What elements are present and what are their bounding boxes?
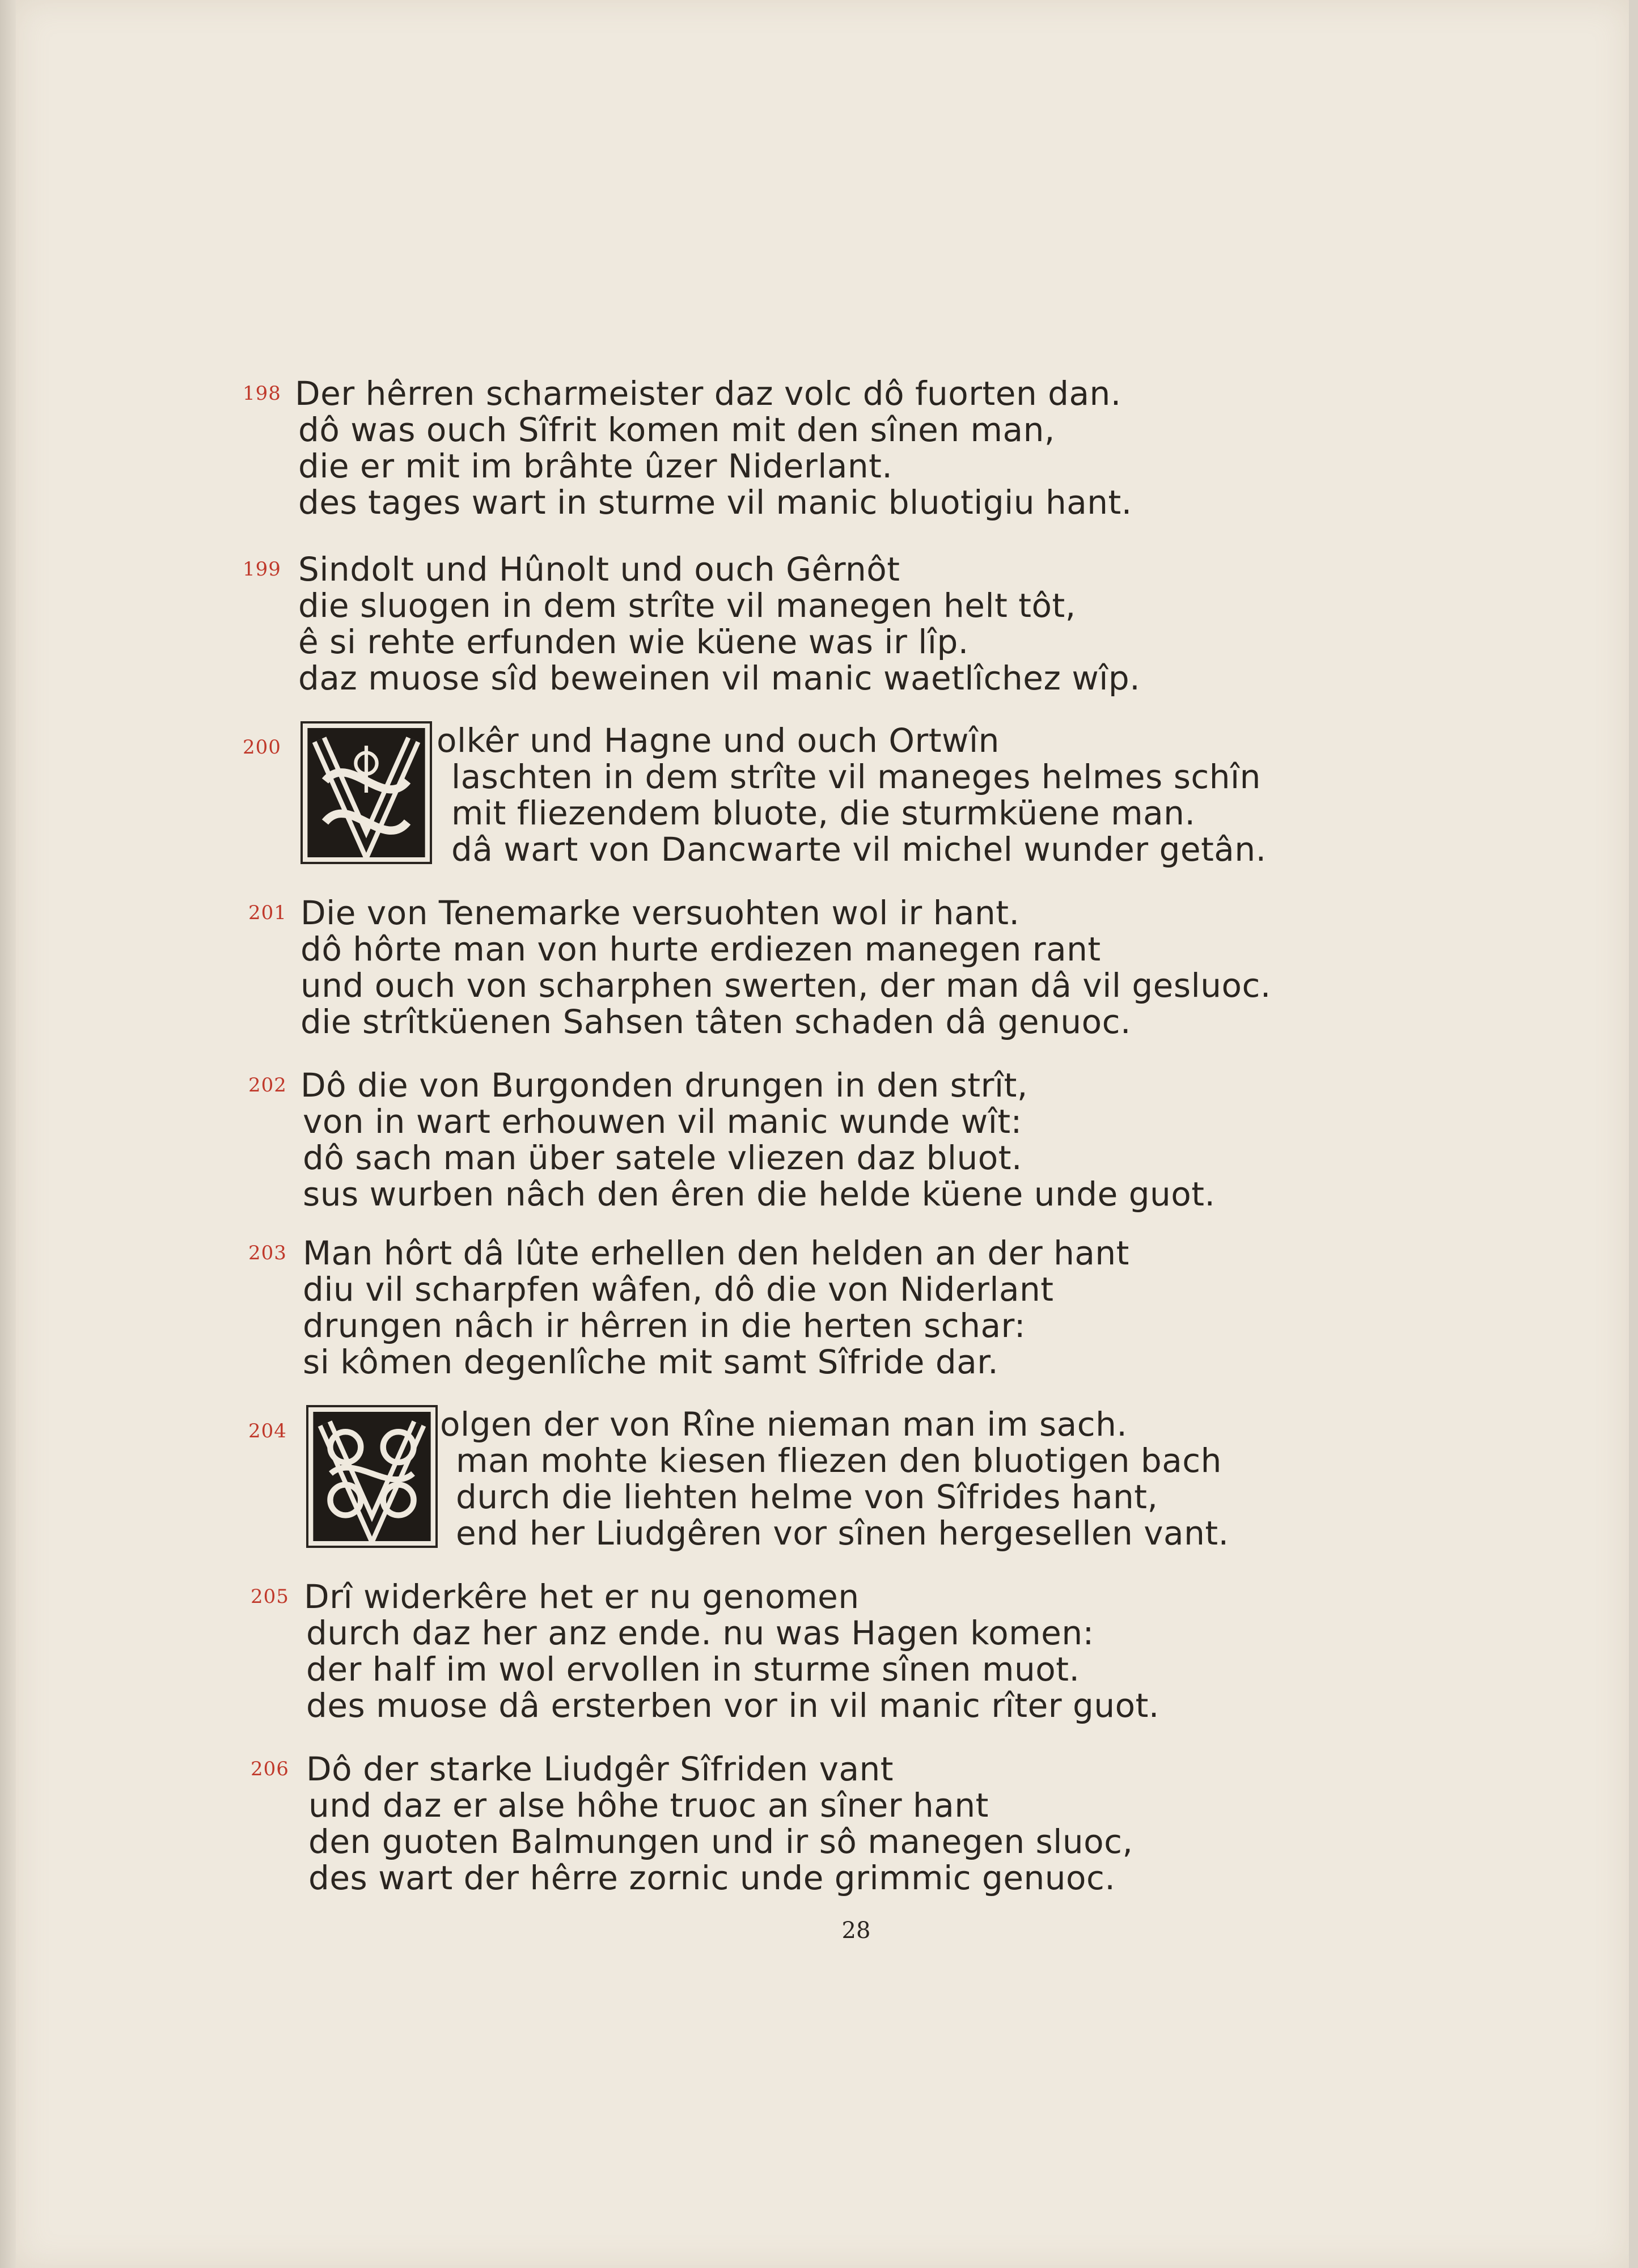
verse-line: den guoten Balmungen und ir sô manegen sluoc, — [308, 1822, 1133, 1861]
verse-line: von in wart erhouwen vil manic wunde wît: — [303, 1102, 1022, 1141]
verse-line: die strîtküenen Sahsen tâten schaden dâ genuoc. — [300, 1002, 1131, 1041]
verse-number: 203 — [248, 1242, 287, 1264]
page-number: 28 — [841, 1918, 871, 1944]
verse-line: man mohte kiesen fliezen den bluotigen bach — [456, 1441, 1222, 1480]
decorated-initial-v — [306, 1405, 438, 1548]
ornament-initial-v-icon — [307, 728, 425, 857]
verse-number: 200 — [243, 736, 281, 759]
verse-line: ê si rehte erfunden wie küene was ir lîp. — [298, 623, 969, 661]
verse-line: die er mit im brâhte ûzer Niderlant. — [298, 447, 893, 485]
verse-number: 202 — [248, 1074, 287, 1097]
ornament-initial-v-icon — [313, 1412, 431, 1541]
verse-line: durch daz her anz ende. nu was Hagen komen: — [306, 1614, 1094, 1652]
verse-line: sus wurben nâch den êren die helde küene unde guot. — [303, 1175, 1216, 1213]
verse-number: 204 — [248, 1420, 287, 1442]
verse-line: Dô der starke Liudgêr Sîfriden vant — [306, 1750, 894, 1788]
verse-line: si kômen degenlîche mit samt Sîfride dar. — [303, 1343, 999, 1381]
verse-line: der half im wol ervollen in sturme sînen muot. — [306, 1650, 1080, 1689]
verse-number: 201 — [248, 902, 287, 924]
verse-number: 205 — [251, 1585, 289, 1608]
verse-line: laschten in dem strîte vil maneges helmes schîn — [451, 758, 1261, 796]
verse-line: Dô die von Burgonden drungen in den strît, — [300, 1066, 1028, 1105]
page-edge — [0, 0, 16, 2268]
verse-line: des muose dâ ersterben vor in vil manic rîter guot. — [306, 1686, 1159, 1725]
verse-line: end her Liudgêren vor sînen hergesellen vant. — [456, 1514, 1229, 1552]
verse-line: dô was ouch Sîfrit komen mit den sînen man, — [298, 411, 1055, 449]
verse-line: dô sach man über satele vliezen daz bluot. — [303, 1139, 1022, 1177]
verse-line: und daz er alse hôhe truoc an sîner hant — [308, 1786, 989, 1825]
verse-line: dâ wart von Dancwarte vil michel wunder getân. — [451, 830, 1267, 869]
verse-number: 206 — [251, 1758, 289, 1780]
verse-line: des wart der hêrre zornic unde grimmic genuoc. — [308, 1859, 1116, 1897]
verse-line: durch die liehten helme von Sîfrides hant, — [456, 1478, 1158, 1516]
verse-line: die sluogen in dem strîte vil manegen helt tôt, — [298, 586, 1076, 625]
verse-line: Sindolt und Hûnolt und ouch Gêrnôt — [298, 550, 900, 589]
verse-line: Drî widerkêre het er nu genomen — [304, 1577, 860, 1616]
verse-line: des tages wart in sturme vil manic bluotigiu hant. — [298, 483, 1132, 522]
verse-line: drungen nâch ir hêrren in die herten schar: — [303, 1306, 1026, 1345]
verse-number: 199 — [243, 558, 281, 581]
verse-line: Der hêrren scharmeister daz volc dô fuorten dan. — [295, 374, 1121, 413]
verse-line: diu vil scharpfen wâfen, dô die von Niderlant — [303, 1270, 1054, 1309]
verse-line: olkêr und Hagne und ouch Ortwîn — [437, 721, 1000, 760]
verse-number: 198 — [243, 382, 281, 405]
decorated-initial-v — [300, 721, 432, 864]
verse-line: dô hôrte man von hurte erdiezen manegen rant — [300, 930, 1101, 968]
verse-line: olgen der von Rîne nieman man im sach. — [440, 1405, 1128, 1444]
verse-line: und ouch von scharphen swerten, der man dâ vil gesluoc. — [300, 966, 1271, 1005]
verse-line: Man hôrt dâ lûte erhellen den helden an der hant — [303, 1234, 1129, 1272]
verse-line: mit fliezendem bluote, die sturmküene man. — [451, 794, 1196, 832]
verse-line: daz muose sîd beweinen vil manic waetlîchez wîp. — [298, 659, 1141, 697]
verse-line: Die von Tenemarke versuohten wol ir hant. — [300, 894, 1020, 932]
